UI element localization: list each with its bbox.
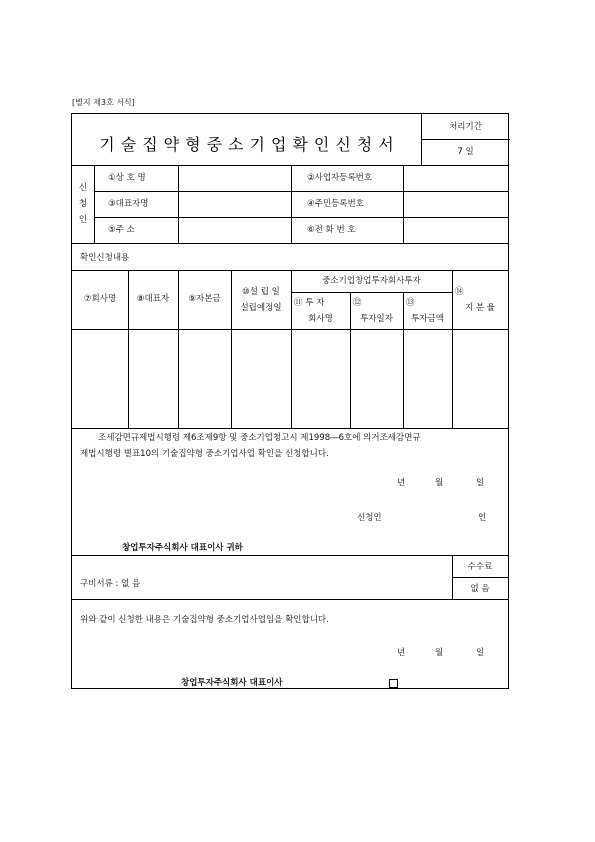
applicant-label-2: 청 bbox=[78, 199, 88, 209]
share-ratio-header-1: ⑭ bbox=[455, 287, 464, 297]
content-label: 확인신청내용 bbox=[80, 253, 130, 263]
statement-year: 년 bbox=[397, 478, 406, 488]
ceo-header: ⑧대표자 bbox=[136, 294, 170, 304]
applicant-signature-label: 신청인 bbox=[357, 513, 382, 523]
capital-header: ⑨자본금 bbox=[188, 294, 221, 304]
company-name-header: ⑦회사명 bbox=[83, 294, 117, 304]
seal-box-icon bbox=[389, 679, 398, 688]
resident-number-label: ④주민등록번호 bbox=[307, 199, 364, 209]
investment-amount-header-1: ⑬ bbox=[406, 298, 415, 308]
statement-line-2: 제법시행령 별표10의 기술집약형 중소기업사업 확인을 신청합니다. bbox=[80, 449, 329, 459]
confirmation-day: 일 bbox=[476, 648, 485, 658]
investment-amount-header-2: 투자금액 bbox=[411, 314, 444, 324]
required-documents-label: 구비서류 : 없 음 bbox=[80, 579, 141, 589]
statement-month: 월 bbox=[435, 478, 444, 488]
address-label: ⑤주 소 bbox=[108, 225, 135, 235]
application-form bbox=[71, 113, 509, 689]
established-header-1: ⑩설 립 일 bbox=[242, 287, 280, 297]
representative-label: ③대표자명 bbox=[108, 199, 149, 209]
trade-name-label: ①상 호 명 bbox=[108, 173, 146, 183]
established-header-2: 설립예정일 bbox=[240, 303, 282, 313]
business-registration-label: ②사업자등록번호 bbox=[307, 173, 373, 183]
investment-date-header-2: 투자일자 bbox=[360, 314, 393, 324]
confirmation-text: 위와 같이 신청한 내용은 기술집약형 중소기업사업임을 확인합니다. bbox=[80, 615, 329, 625]
processing-period-value: 7 일 bbox=[457, 147, 474, 157]
recipient-line: 창업투자주식회사 대표이사 귀하 bbox=[122, 543, 243, 553]
confirmation-signer: 창업투자주식회사 대표이사 bbox=[181, 678, 283, 688]
investment-company-header-1: ⑪ 투 자 bbox=[294, 298, 325, 308]
investment-company-header-2: 회사명 bbox=[308, 314, 333, 324]
share-ratio-header-2: 지 분 율 bbox=[464, 303, 496, 313]
confirmation-year: 년 bbox=[397, 648, 406, 658]
investment-date-header-1: ⑫ bbox=[353, 298, 362, 308]
investment-group-header: 중소기업창업투자회사투자 bbox=[322, 276, 421, 286]
processing-period-label: 처리기간 bbox=[449, 122, 482, 132]
statement-line-1: 조세감면규제법시행령 제6조제9항 및 중소기업청고시 제1998―6호에 의거조세감면규 bbox=[98, 433, 421, 443]
fee-value: 없 음 bbox=[470, 584, 490, 594]
confirmation-month: 월 bbox=[435, 648, 444, 658]
form-reference: [별지 제3호 서식] bbox=[72, 98, 135, 107]
form-title: 기술집약형중소기업확인신청서 bbox=[99, 135, 400, 154]
fee-label: 수수료 bbox=[467, 562, 493, 572]
applicant-label-3: 인 bbox=[78, 215, 88, 225]
phone-label: ⑥전 화 번 호 bbox=[307, 225, 356, 235]
applicant-label-1: 신 bbox=[78, 183, 88, 193]
statement-day: 일 bbox=[476, 478, 485, 488]
seal-label: 인 bbox=[478, 513, 487, 523]
